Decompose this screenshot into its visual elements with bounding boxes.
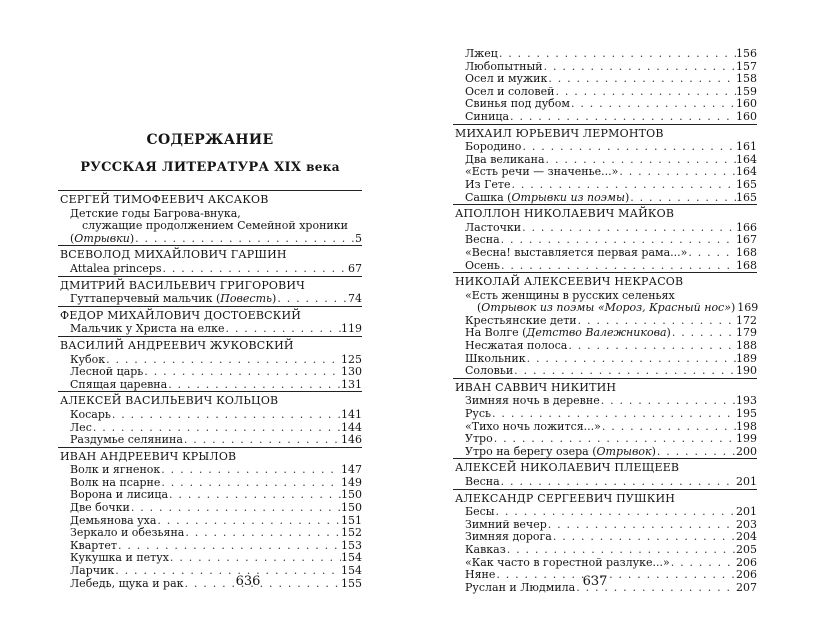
- author-heading: ВАСИЛИЙ АНДРЕЕВИЧ ЖУКОВСКИЙ: [58, 336, 362, 354]
- toc-entry: [465, 421, 757, 434]
- toc-entry: [465, 557, 757, 570]
- toc-entry-title: Сашка (Отрывки из поэмы): [465, 190, 630, 204]
- dot-leader: [506, 544, 736, 557]
- dot-leader: [547, 73, 736, 86]
- toc-entry-page: 141: [341, 407, 362, 421]
- toc-entry-page: 164: [736, 152, 757, 166]
- toc-entry-page: 160: [736, 97, 757, 111]
- toc-entry-page: 206: [736, 568, 757, 582]
- dot-leader: [169, 552, 341, 565]
- toc-entry: [465, 111, 757, 124]
- toc-entry-page: 150: [341, 501, 362, 515]
- toc-entry-page: 159: [736, 84, 757, 98]
- toc-entry: [70, 502, 362, 515]
- toc-entry: [465, 302, 757, 315]
- toc-entry-page: 206: [736, 555, 757, 569]
- toc-entry-page: 204: [736, 530, 757, 544]
- toc-entry: [70, 323, 362, 336]
- toc-entry-page: 167: [736, 233, 757, 247]
- toc-entry-title: Осел и мужик: [465, 72, 548, 86]
- dot-leader: [656, 446, 736, 459]
- toc-entry-page: 147: [341, 463, 362, 477]
- dot-leader: [554, 86, 736, 99]
- toc-entry-title: Свинья под дубом: [465, 97, 570, 111]
- toc-entry-title: Из Гете: [465, 177, 511, 191]
- toc-entry-page: 130: [341, 365, 362, 379]
- toc-entry-title: Утро на берегу озера (Отрывок): [465, 444, 656, 458]
- toc-entry-page: 166: [736, 220, 757, 234]
- toc-entry-page: 161: [736, 140, 757, 154]
- author-heading: ИВАН САВВИЧ НИКИТИН: [453, 378, 757, 396]
- works-sublist: [465, 340, 757, 378]
- dot-leader: [671, 327, 736, 340]
- author-heading: АЛЕКСЕЙ НИКОЛАЕВИЧ ПЛЕЩЕЕВ: [453, 458, 757, 476]
- dot-leader: [276, 293, 348, 306]
- toc-entry-page: 205: [736, 542, 757, 556]
- works-list: [58, 409, 362, 447]
- toc-entry-title: Зимняя дорога: [465, 530, 552, 544]
- toc-entry-title: Няне: [465, 568, 496, 582]
- author-heading: ИВАН АНДРЕЕВИЧ КРЫЛОВ: [58, 447, 362, 465]
- dot-leader: [160, 477, 341, 490]
- author-heading: ФЕДОР МИХАЙЛОВИЧ ДОСТОЕВСКИЙ: [58, 306, 362, 324]
- toc-entry-title: Раздумье селянина: [70, 433, 183, 447]
- toc-entry-title: Любопытный: [465, 59, 543, 73]
- toc-entry-page: 164: [736, 165, 757, 179]
- toc-entry-page: 179: [736, 326, 757, 340]
- toc-entry: [465, 365, 757, 378]
- author-heading: АЛЕКСАНДР СЕРГЕЕВИЧ ПУШКИН: [453, 489, 757, 507]
- dot-leader: [670, 557, 736, 570]
- dot-leader: [225, 323, 341, 336]
- toc-entry: [70, 409, 362, 422]
- toc-entry-page: 157: [736, 59, 757, 73]
- dot-leader: [600, 395, 736, 408]
- toc-entry-page: 168: [736, 258, 757, 272]
- toc-entry-page: 154: [341, 564, 362, 578]
- toc-entry-page: 165: [736, 177, 757, 191]
- toc-entry-title: (Отрывок из поэмы «Мороз, Красный нос»): [477, 301, 736, 315]
- toc-entry-page: 131: [341, 377, 362, 391]
- author-heading: СЕРГЕЙ ТИМОФЕЕВИЧ АКСАКОВ: [58, 190, 362, 208]
- toc-entry-page: 172: [736, 313, 757, 327]
- toc-entry-title: «Весна! выставляется первая рама...»: [465, 245, 688, 259]
- toc-entry: [465, 260, 757, 273]
- toc-entry-page: 160: [736, 109, 757, 123]
- dot-leader: [509, 111, 736, 124]
- toc-entry-page: 201: [736, 475, 757, 488]
- toc-entry-page: 198: [736, 419, 757, 433]
- works-sublist: [465, 395, 757, 445]
- toc-entry: [465, 192, 757, 205]
- works-list: [453, 395, 757, 458]
- dot-leader: [521, 141, 736, 154]
- author-heading: НИКОЛАЙ АЛЕКСЕЕВИЧ НЕКРАСОВ: [453, 272, 757, 290]
- toc-entry: [465, 476, 757, 489]
- dot-leader: [500, 476, 736, 489]
- toc-entry-page: 207: [736, 580, 757, 594]
- toc-entry-title: Ларчик: [70, 564, 115, 578]
- toc-entry: [70, 578, 362, 591]
- toc-entry-title: Лжец: [465, 47, 498, 60]
- toc-entry-title: Волк на псарне: [70, 475, 161, 489]
- toc-entry-title: Кубок: [70, 352, 106, 366]
- dot-leader: [156, 515, 341, 528]
- dot-leader: [547, 519, 736, 532]
- toc-entry-title: Лебедь, щука и рак: [70, 576, 184, 590]
- toc-entry-page: 203: [736, 517, 757, 531]
- author-heading: ДМИТРИЙ ВАСИЛЬЕВИЧ ГРИГОРОВИЧ: [58, 276, 362, 294]
- dot-leader: [500, 260, 736, 273]
- toc-entry-title: Кавказ: [465, 542, 506, 556]
- toc-entry-title: Школьник: [465, 351, 526, 365]
- toc-entry: [465, 531, 757, 544]
- toc-entry-page: 168: [736, 245, 757, 259]
- toc-entry-page: 67: [348, 261, 362, 275]
- works-list: [453, 476, 757, 489]
- toc-entry-page: 150: [341, 488, 362, 502]
- toc-entry-title: Два великана: [465, 152, 545, 166]
- dot-leader: [491, 408, 736, 421]
- toc-entry-title: «Есть речи — значенье...»: [465, 165, 619, 179]
- dot-leader: [570, 98, 736, 111]
- dot-leader: [495, 506, 736, 519]
- toc-entry-title: Весна: [465, 475, 500, 488]
- toc-entry-page: 146: [341, 433, 362, 447]
- toc-entry: [465, 141, 757, 154]
- toc-entry-title: Синица: [465, 109, 510, 123]
- dot-leader: [552, 531, 736, 544]
- toc-entry: [70, 293, 362, 306]
- toc-entry: [70, 366, 362, 379]
- toc-entry: [465, 446, 757, 459]
- toc-entry-page: 154: [341, 551, 362, 565]
- dot-leader: [168, 489, 341, 502]
- toc-entry-page: 188: [736, 339, 757, 353]
- toc-entry: [465, 408, 757, 421]
- works-list: [58, 263, 362, 276]
- dot-leader: [567, 340, 736, 353]
- author-heading: АЛЕКСЕЙ ВАСИЛЬЕВИЧ КОЛЬЦОВ: [58, 391, 362, 409]
- toc-entry: [465, 247, 757, 260]
- toc-entry: [70, 527, 362, 540]
- toc-entry: [465, 340, 757, 353]
- contents-title: СОДЕРЖАНИЕ: [146, 132, 274, 148]
- toc-entry-page: 5: [355, 231, 362, 245]
- toc-entry-title: Волк и ягненок: [70, 463, 161, 477]
- subtitle-suffix: века: [306, 160, 340, 174]
- toc-entry-line: Детские годы Багрова-внука,: [70, 206, 241, 220]
- toc-entry-title: Крестьянские дети: [465, 313, 577, 327]
- toc-entry-title: Осел и соловей: [465, 84, 555, 98]
- toc-entry-page: 201: [736, 505, 757, 519]
- toc-entry-page: 125: [341, 352, 362, 366]
- dot-leader: [526, 353, 736, 366]
- toc-entry: [465, 506, 757, 519]
- toc-entry-title: Демьянова уха: [70, 513, 157, 527]
- dot-leader: [167, 379, 341, 392]
- toc-entry-title: Зимняя ночь в деревне: [465, 394, 600, 408]
- page-number: 636: [235, 574, 261, 589]
- toc-entry-title: Мальчик у Христа на елке: [70, 322, 225, 336]
- section-subtitle: [58, 160, 362, 175]
- works-list: [453, 222, 757, 272]
- toc-entry-title: Attalea princeps: [70, 261, 162, 275]
- toc-entry: [465, 48, 757, 61]
- works-list: [453, 141, 757, 204]
- toc-entry-title: Руслан и Людмила: [465, 580, 576, 594]
- toc-entry-title: Утро: [465, 432, 493, 446]
- right-toc: [453, 48, 757, 594]
- works-list: [58, 323, 362, 336]
- toc-entry: [465, 395, 757, 408]
- toc-entry-title: На Волге (Детство Валежникова): [465, 326, 671, 340]
- toc-entry-page: 153: [341, 538, 362, 552]
- toc-entry-title: Бородино: [465, 140, 522, 154]
- toc-entry-page: 195: [736, 407, 757, 421]
- toc-entry-page: 156: [736, 47, 757, 60]
- toc-entry-page: 199: [736, 432, 757, 446]
- works-list: [58, 354, 362, 392]
- toc-entry: [70, 464, 362, 477]
- toc-entry-title: Зеркало и обезьяна: [70, 526, 185, 540]
- toc-entry-title: «Тихо ночь ложится...»: [465, 419, 601, 433]
- dot-leader: [130, 502, 341, 515]
- works-list: [58, 208, 362, 246]
- subtitle-text: РУССКАЯ ЛИТЕРАТУРА XIX: [80, 160, 302, 175]
- toc-entry-page: 169: [737, 301, 759, 315]
- dot-leader: [601, 421, 736, 434]
- toc-entry-page: 149: [341, 475, 362, 489]
- works-list: [58, 464, 362, 590]
- toc-entry-title: Весна: [465, 233, 500, 247]
- toc-entry-page: 74: [348, 292, 362, 306]
- toc-entry-title: Гуттаперчевый мальчик (Повесть): [70, 292, 277, 306]
- toc-entry-title: Лесной царь: [70, 365, 144, 379]
- dot-leader: [143, 366, 341, 379]
- toc-entry-title: Несжатая полоса: [465, 339, 568, 353]
- toc-entry-title: Две бочки: [70, 501, 130, 515]
- dot-leader: [183, 434, 341, 447]
- author-heading: ВСЕВОЛОД МИХАЙЛОВИЧ ГАРШИН: [58, 245, 362, 263]
- toc-entry: [465, 222, 757, 235]
- toc-entry-title: Лес: [70, 420, 92, 434]
- dot-leader: [521, 222, 736, 235]
- toc-entry: [70, 233, 362, 246]
- dot-leader: [543, 61, 736, 74]
- toc-entry-line: служащие продолжением Семейной хроники: [82, 219, 348, 233]
- toc-entry-page: 119: [341, 322, 362, 336]
- toc-entry-page: 189: [736, 351, 757, 365]
- toc-entry-title: Ласточки: [465, 220, 522, 234]
- toc-entry: [465, 544, 757, 557]
- toc-entry: [70, 379, 362, 392]
- dot-leader: [687, 247, 736, 260]
- toc-entry-page: 152: [341, 526, 362, 540]
- toc-entry-page: 144: [341, 420, 362, 434]
- toc-entry: [70, 565, 362, 578]
- toc-entry-page: 165: [736, 190, 757, 204]
- toc-entry-page: 158: [736, 72, 757, 86]
- dot-leader: [184, 527, 341, 540]
- toc-entry-page: 200: [736, 444, 757, 458]
- works-list: [453, 48, 757, 124]
- toc-entry-page: 151: [341, 513, 362, 527]
- dot-leader: [111, 409, 341, 422]
- toc-entry-page: 193: [736, 394, 757, 408]
- toc-entry-title: Спящая царевна: [70, 377, 168, 391]
- works-list: [453, 290, 757, 378]
- works-sublist: [465, 141, 757, 191]
- dot-leader: [629, 192, 736, 205]
- toc-entry-title: Бесы: [465, 505, 495, 519]
- dot-leader: [162, 263, 349, 276]
- toc-entry-title: «Как часто в горестной разлуке...»: [465, 555, 670, 569]
- toc-entry-title: Осень: [465, 258, 501, 272]
- toc-entry-title: Косарь: [70, 407, 111, 421]
- toc-entry-page: 155: [341, 576, 362, 590]
- left-toc: [58, 190, 362, 590]
- toc-entry: [70, 434, 362, 447]
- author-heading: МИХАИЛ ЮРЬЕВИЧ ЛЕРМОНТОВ: [453, 124, 757, 142]
- works-list: [58, 293, 362, 306]
- dot-leader: [134, 233, 355, 246]
- toc-entry-title: Соловьи: [465, 364, 514, 378]
- toc-entry: [70, 263, 362, 276]
- toc-entry-line: «Есть женщины в русских селеньях: [465, 288, 675, 302]
- author-heading: АПОЛЛОН НИКОЛАЕВИЧ МАЙКОВ: [453, 204, 757, 222]
- dot-leader: [160, 464, 341, 477]
- toc-entry-title: Русь: [465, 407, 492, 421]
- toc-entry-title: Квартет: [70, 538, 117, 552]
- toc-entry: [465, 73, 757, 86]
- dot-leader: [498, 48, 736, 61]
- toc-entry-title: Ворона и лисица: [70, 488, 169, 502]
- page-number: 637: [582, 574, 608, 589]
- toc-entry-title: (Отрывки): [70, 231, 135, 245]
- dot-leader: [513, 365, 736, 378]
- toc-entry-title: Кукушка и петух: [70, 551, 169, 565]
- toc-entry-page: 190: [736, 364, 757, 378]
- dot-leader: [618, 166, 736, 179]
- toc-entry-title: Зимний вечер: [465, 517, 547, 531]
